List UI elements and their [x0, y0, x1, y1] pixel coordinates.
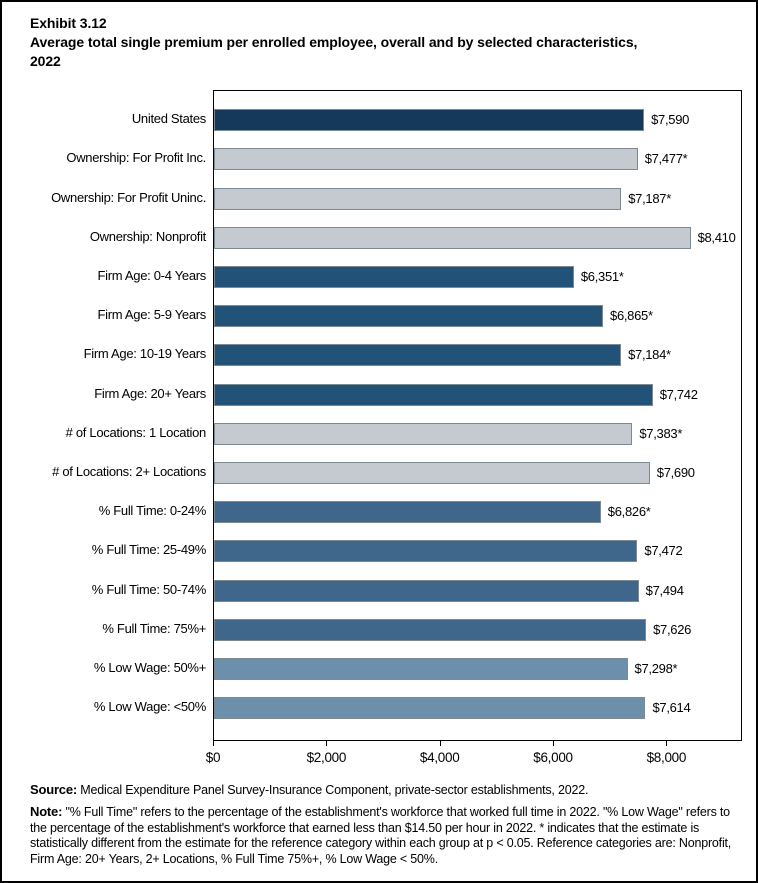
value-label-united-states: $7,590: [651, 112, 690, 128]
bar-full-time-0-24: [214, 501, 601, 523]
value-label-full-time-0-24: $6,826*: [607, 504, 651, 520]
x-tick-label-4000: $4,000: [419, 750, 460, 765]
value-label-of-locations-2-locations: $7,690: [656, 465, 695, 480]
bar-firm-age-5-9-years: [214, 305, 603, 327]
bar-of-locations-2-locations: [214, 462, 650, 484]
bar-ownership-for-profit-inc: [214, 148, 638, 170]
source-text: Medical Expenditure Panel Survey-Insurance Component, private-sector establishments, 2022.: [77, 783, 589, 797]
category-label-full-time-25-49: % Full Time: 25-49%: [91, 542, 206, 558]
source-label: Source:: [30, 782, 78, 797]
value-label-ownership-for-profit-uninc: $7,187*: [628, 190, 671, 206]
category-label-ownership-nonprofit: Ownership: Nonprofit: [89, 228, 206, 244]
value-label-full-time-75: $7,626: [653, 621, 692, 637]
x-tick-label-0: $0: [205, 750, 221, 765]
category-label-firm-age-5-9-years: Firm Age: 5-9 Years: [97, 307, 206, 323]
bar-full-time-25-49: [214, 540, 637, 562]
note-text: "% Full Time" refers to the percentage of the establishment's workforce that worked full time in 2022. "% Low Wage" refers to the percentage of the establishment's workforce that earned less than $14.50 per hour in 2022. * indicates that the estimate is statistically different from the estimate for the reference category within each group at p < 0.05. Reference categories are: Nonprofit, Firm Age: 20+ Years, 2+ Locations, % Full Time 75%+, % Low Wage < 50%.: [30, 804, 732, 867]
exhibit-number: Exhibit 3.12: [30, 15, 107, 31]
bar-low-wage-50: [214, 658, 628, 680]
category-label-low-wage-50: % Low Wage: 50%+: [93, 660, 206, 675]
bar-low-wage-50: [214, 697, 645, 719]
value-label-full-time-50-74: $7,494: [645, 582, 684, 598]
plot-area: [213, 90, 742, 741]
category-label-ownership-for-profit-inc: Ownership: For Profit Inc.: [66, 150, 206, 166]
note-label: Note:: [30, 803, 63, 819]
value-label-low-wage-50: $7,614: [652, 700, 691, 716]
category-label-full-time-75: % Full Time: 75%+: [102, 620, 206, 636]
bar-firm-age-0-4-years: [214, 266, 574, 288]
value-label-firm-age-20-years: $7,742: [659, 386, 698, 402]
value-label-of-locations-1-location: $7,383*: [639, 425, 683, 441]
value-label-low-wage-50: $7,298*: [634, 661, 678, 676]
bar-ownership-for-profit-uninc: [214, 188, 621, 210]
value-label-firm-age-5-9-years: $6,865*: [610, 308, 653, 324]
value-label-ownership-for-profit-inc: $7,477*: [644, 151, 688, 167]
source-line: [30, 782, 740, 799]
category-label-firm-age-10-19-years: Firm Age: 10-19 Years: [83, 346, 206, 362]
category-label-full-time-50-74: % Full Time: 50-74%: [91, 581, 206, 597]
value-label-ownership-nonprofit: $8,410: [697, 229, 736, 245]
category-label-low-wage-50: % Low Wage: <50%: [93, 699, 206, 715]
category-label-of-locations-1-location: # of Locations: 1 Location: [65, 424, 206, 440]
bar-firm-age-20-years: [214, 384, 653, 406]
category-label-firm-age-20-years: Firm Age: 20+ Years: [94, 385, 206, 401]
footnotes: [30, 782, 740, 873]
value-label-firm-age-0-4-years: $6,351*: [580, 269, 624, 284]
bar-of-locations-1-location: [214, 423, 632, 445]
bar-firm-age-10-19-years: [214, 344, 621, 366]
bar-ownership-nonprofit: [214, 227, 691, 249]
x-tick-label-8000: $8,000: [646, 750, 687, 765]
category-label-full-time-0-24: % Full Time: 0-24%: [98, 503, 206, 519]
category-label-of-locations-2-locations: # of Locations: 2+ Locations: [52, 464, 206, 479]
chart-header: [30, 14, 670, 71]
value-label-firm-age-10-19-years: $7,184*: [628, 347, 671, 363]
bar-united-states: [214, 109, 644, 131]
note-line: [30, 804, 740, 868]
x-tick-label-6000: $6,000: [533, 750, 573, 765]
value-label-full-time-25-49: $7,472: [644, 543, 683, 559]
bar-full-time-75: [214, 619, 646, 641]
category-label-united-states: United States: [131, 111, 206, 127]
category-label-ownership-for-profit-uninc: Ownership: For Profit Uninc.: [51, 189, 206, 205]
chart-title: Average total single premium per enrolled employee, overall and by selected characteristics, 2022: [30, 34, 638, 69]
category-label-firm-age-0-4-years: Firm Age: 0-4 Years: [97, 268, 206, 283]
bar-full-time-50-74: [214, 580, 639, 602]
x-tick-label-2000: $2,000: [306, 750, 347, 765]
